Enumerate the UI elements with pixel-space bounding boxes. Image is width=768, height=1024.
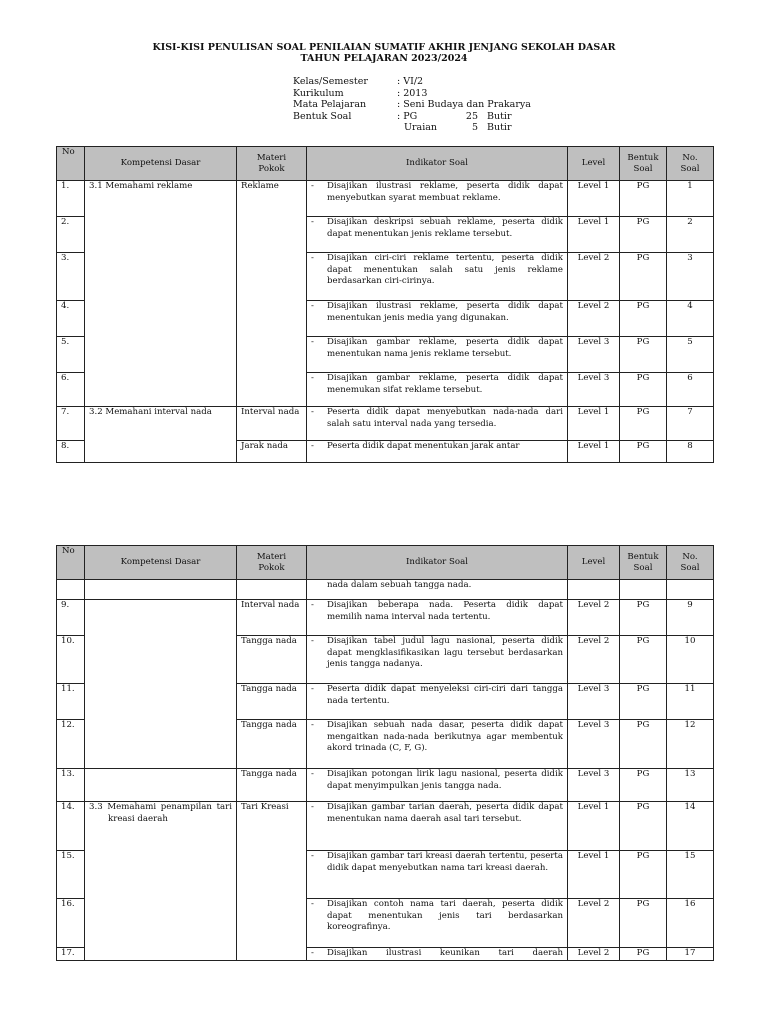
row-kd <box>85 600 237 769</box>
header-no: No <box>57 147 85 181</box>
row-materi: Reklame <box>237 181 307 407</box>
row-indikator: - Peserta didik dapat menyebutkan nada-nada dari salah satu interval nada yang tersedia. <box>307 407 568 441</box>
document-subtitle: TAHUN PELAJARAN 2023/2024 <box>300 53 468 64</box>
table-row <box>57 600 714 636</box>
row-bentuk: PG <box>620 720 667 769</box>
row-indikator: - Disajikan ilustrasi reklame, peserta didik dapat menyebutkan syarat membuat reklame. <box>307 181 568 217</box>
row-nosoal: 12 <box>667 720 714 769</box>
row-nosoal: 16 <box>667 899 714 948</box>
row-nosoal <box>667 580 714 600</box>
row-bentuk: PG <box>620 769 667 802</box>
header-nosoal: No. Soal <box>667 546 714 580</box>
row-indikator: - Disajikan tabel judul lagu nasional, peserta didik dapat mengklasifikasikan lagu tersebut berdasarkan jenis tangga nadanya. <box>307 636 568 684</box>
row-no: 3. <box>57 253 85 301</box>
row-nosoal: 10 <box>667 636 714 684</box>
row-materi: Tangga nada <box>237 769 307 802</box>
bentuk-label: Bentuk Soal <box>293 110 352 122</box>
row-level <box>568 580 620 600</box>
row-no: 7. <box>57 407 85 441</box>
table-header-row <box>57 546 714 580</box>
row-bentuk: PG <box>620 373 667 407</box>
row-indikator: - Disajikan sebuah nada dasar, peserta didik dapat mengaitkan nada-nada berikutnya agar membentuk akord trinada (C, F, G). <box>307 720 568 769</box>
header-indikator: Indikator Soal <box>307 546 568 580</box>
row-kd: 3.1 Memahami reklame <box>85 181 237 407</box>
row-indikator: - Disajikan ilustrasi keunikan tari daerah <box>307 948 568 961</box>
row-indikator: - Disajikan ilustrasi reklame, peserta didik dapat menentukan jenis media yang digunakan. <box>307 301 568 337</box>
row-nosoal: 1 <box>667 181 714 217</box>
row-level: Level 1 <box>568 441 620 463</box>
row-nosoal: 14 <box>667 802 714 851</box>
mapel-label: Mata Pelajaran <box>293 99 367 110</box>
row-indikator: - Disajikan gambar tari kreasi daerah tertentu, peserta didik dapat menyebutkan nama tari kreasi daerah. <box>307 851 568 899</box>
row-bentuk <box>620 580 667 600</box>
table-row <box>57 407 714 441</box>
row-nosoal: 5 <box>667 337 714 373</box>
row-bentuk: PG <box>620 407 667 441</box>
row-level: Level 1 <box>568 802 620 851</box>
uraian-unit: Butir <box>487 122 512 133</box>
row-indikator: - Disajikan potongan lirik lagu nasional, peserta didik dapat menyimpulkan jenis tangga nada. <box>307 769 568 802</box>
row-indikator: - Disajikan deskripsi sebuah reklame, peserta didik dapat menentukan jenis reklame tersebut. <box>307 217 568 253</box>
bentuk-value: : PG <box>397 110 418 122</box>
header-bentuk: Bentuk Soal <box>620 147 667 181</box>
header-no: No <box>57 546 85 580</box>
row-level: Level 1 <box>568 851 620 899</box>
row-nosoal: 8 <box>667 441 714 463</box>
row-bentuk: PG <box>620 802 667 851</box>
row-bentuk: PG <box>620 948 667 961</box>
row-no: 1. <box>57 181 85 217</box>
row-indikator: - Disajikan gambar tarian daerah, peserta didik dapat menentukan nama daerah asal tari tersebut. <box>307 802 568 851</box>
table-row <box>57 802 714 851</box>
kisi-table-page-2 <box>56 545 714 961</box>
row-indikator: - Peserta didik dapat menyeleksi ciri-ciri dari tangga nada tertentu. <box>307 684 568 720</box>
row-no: 15. <box>57 851 85 899</box>
header-materi: Materi Pokok <box>237 546 307 580</box>
row-indikator: - Disajikan gambar reklame, peserta didik dapat menentukan nama jenis reklame tersebut. <box>307 337 568 373</box>
row-no: 10. <box>57 636 85 684</box>
row-indikator: - Peserta didik dapat menentukan jarak antar <box>307 441 568 463</box>
kelas-value: : VI/2 <box>397 76 424 87</box>
mapel-value: : Seni Budaya dan Prakarya <box>397 99 531 110</box>
row-level: Level 3 <box>568 684 620 720</box>
row-bentuk: PG <box>620 301 667 337</box>
header-level: Level <box>568 546 620 580</box>
row-nosoal: 9 <box>667 600 714 636</box>
pg-unit: Butir <box>487 110 512 122</box>
row-materi: Tangga nada <box>237 720 307 769</box>
row-materi <box>237 580 307 600</box>
row-no <box>57 580 85 600</box>
row-indikator: - Disajikan beberapa nada. Peserta didik dapat memilih nama interval nada tertentu. <box>307 600 568 636</box>
uraian-count: 5 <box>471 122 478 133</box>
row-nosoal: 4 <box>667 301 714 337</box>
document-title: KISI-KISI PENULISAN SOAL PENILAIAN SUMATIF AKHIR JENJANG SEKOLAH DASAR <box>152 42 616 53</box>
row-nosoal: 3 <box>667 253 714 301</box>
table-row <box>57 580 714 600</box>
row-level: Level 3 <box>568 373 620 407</box>
header-bentuk: Bentuk Soal <box>620 546 667 580</box>
row-kd: 3.2 Memahani interval nada <box>85 407 237 463</box>
row-indikator: - Disajikan gambar reklame, peserta didik dapat menemukan sifat reklame tersebut. <box>307 373 568 407</box>
table-row <box>57 181 714 217</box>
row-nosoal: 13 <box>667 769 714 802</box>
row-materi: Tangga nada <box>237 684 307 720</box>
row-level: Level 1 <box>568 217 620 253</box>
kelas-label: Kelas/Semester <box>293 76 368 87</box>
header-nosoal: No. Soal <box>667 147 714 181</box>
row-no: 12. <box>57 720 85 769</box>
row-nosoal: 2 <box>667 217 714 253</box>
row-level: Level 2 <box>568 948 620 961</box>
header-materi: Materi Pokok <box>237 147 307 181</box>
row-materi: Tangga nada <box>237 636 307 684</box>
row-bentuk: PG <box>620 600 667 636</box>
row-indikator: - Disajikan contoh nama tari daerah, peserta didik dapat menentukan jenis tari berdasarkan koreografinya. <box>307 899 568 948</box>
row-level: Level 1 <box>568 407 620 441</box>
row-level: Level 3 <box>568 337 620 373</box>
row-nosoal: 15 <box>667 851 714 899</box>
row-kd <box>85 580 237 600</box>
row-no: 16. <box>57 899 85 948</box>
table-row <box>57 769 714 802</box>
row-kd <box>85 769 237 802</box>
row-no: 6. <box>57 373 85 407</box>
row-no: 14. <box>57 802 85 851</box>
row-bentuk: PG <box>620 684 667 720</box>
row-no: 4. <box>57 301 85 337</box>
table-header-row <box>57 147 714 181</box>
row-no: 8. <box>57 441 85 463</box>
row-materi: Jarak nada <box>237 441 307 463</box>
row-bentuk: PG <box>620 181 667 217</box>
row-no: 2. <box>57 217 85 253</box>
row-bentuk: PG <box>620 899 667 948</box>
header-indikator: Indikator Soal <box>307 147 568 181</box>
row-materi: Interval nada <box>237 600 307 636</box>
row-no: 13. <box>57 769 85 802</box>
row-no: 17. <box>57 948 85 961</box>
row-bentuk: PG <box>620 851 667 899</box>
header-kd: Kompetensi Dasar <box>85 147 237 181</box>
row-materi: Interval nada <box>237 407 307 441</box>
row-nosoal: 6 <box>667 373 714 407</box>
row-level: Level 2 <box>568 636 620 684</box>
row-level: Level 2 <box>568 253 620 301</box>
row-bentuk: PG <box>620 217 667 253</box>
row-kd: 3.3 Memahami penampilan tari kreasi daerah <box>85 802 237 961</box>
row-bentuk: PG <box>620 253 667 301</box>
row-no: 11. <box>57 684 85 720</box>
kisi-table-page-1 <box>56 146 714 463</box>
row-bentuk: PG <box>620 636 667 684</box>
uraian-label: Uraian <box>404 122 438 133</box>
kurikulum-value: : 2013 <box>397 87 428 99</box>
row-materi: Tari Kreasi <box>237 802 307 961</box>
header-level: Level <box>568 147 620 181</box>
row-nosoal: 17 <box>667 948 714 961</box>
row-no: 5. <box>57 337 85 373</box>
row-nosoal: 11 <box>667 684 714 720</box>
row-level: Level 3 <box>568 769 620 802</box>
header-kd: Kompetensi Dasar <box>85 546 237 580</box>
row-indikator: - Disajikan ciri-ciri reklame tertentu, peserta didik dapat menentukan salah satu jenis reklame berdasarkan ciri-cirinya. <box>307 253 568 301</box>
row-level: Level 2 <box>568 301 620 337</box>
row-level: Level 2 <box>568 899 620 948</box>
row-bentuk: PG <box>620 441 667 463</box>
row-level: Level 2 <box>568 600 620 636</box>
row-bentuk: PG <box>620 337 667 373</box>
kurikulum-label: Kurikulum <box>293 87 344 99</box>
pg-count: 25 <box>465 110 478 122</box>
row-indikator: nada dalam sebuah tangga nada. <box>307 580 568 600</box>
row-no: 9. <box>57 600 85 636</box>
row-level: Level 3 <box>568 720 620 769</box>
row-level: Level 1 <box>568 181 620 217</box>
row-nosoal: 7 <box>667 407 714 441</box>
